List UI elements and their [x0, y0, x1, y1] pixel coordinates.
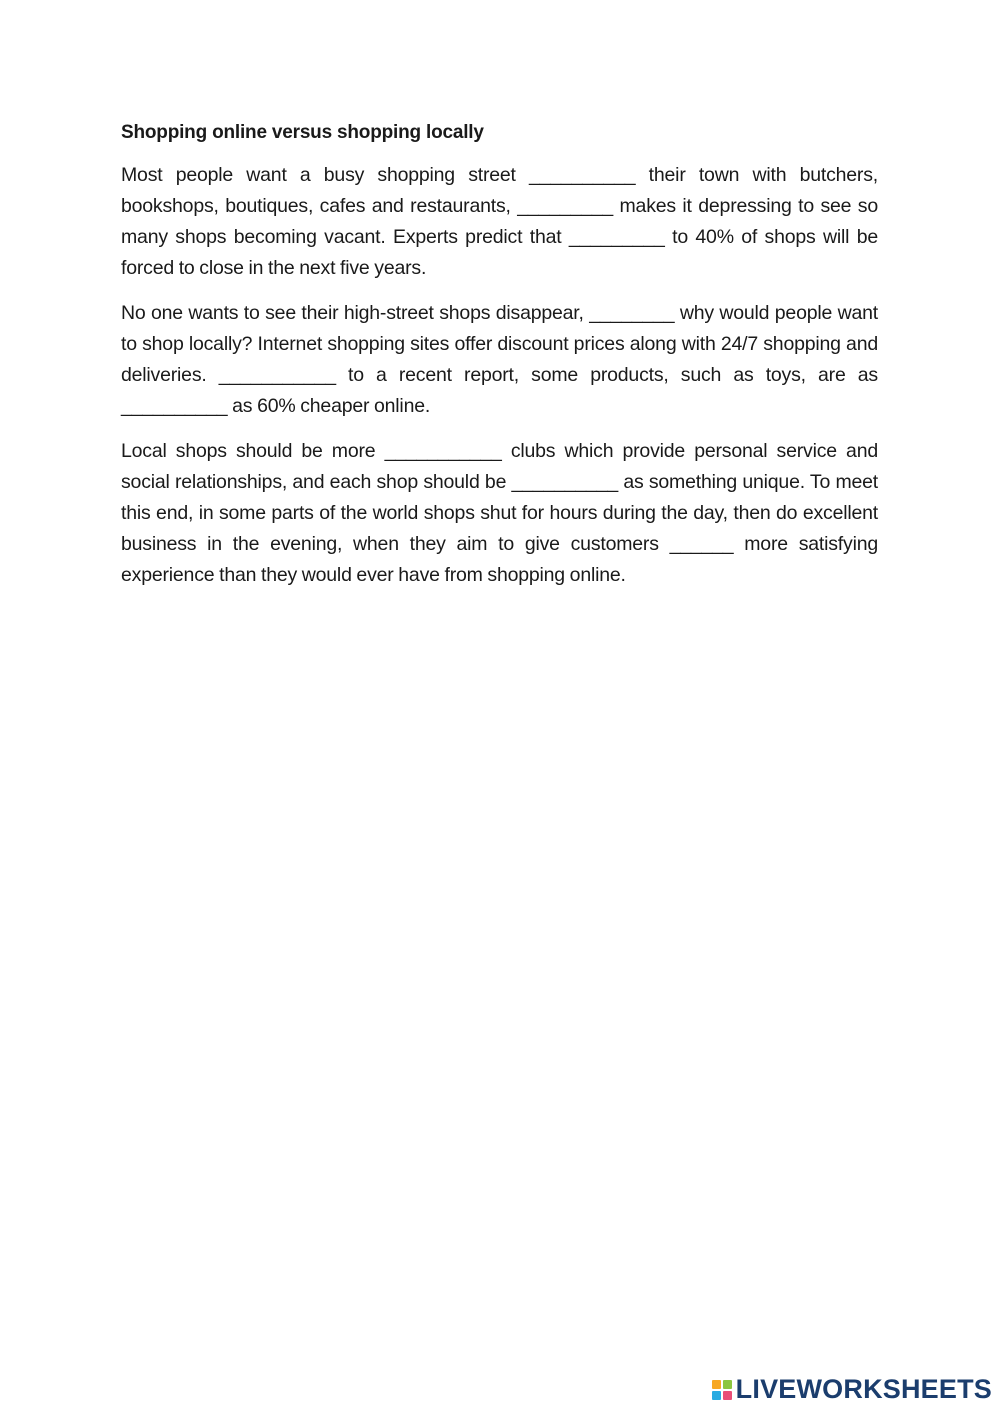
logo-tile-pink — [723, 1391, 732, 1400]
brand-name: LIVEWORKSHEETS — [735, 1374, 992, 1404]
paragraph-3: Local shops should be more ___________ clubs which provide personal service and social relationships, and each shop should be __________ as something unique. To meet this end, in some parts of the world shops shut for hours during the day, then do excellent business in the evening, when they aim to give customers ______ more satisfying experience than they would ever have from shopping online. — [121, 440, 878, 586]
paragraph-1: Most people want a busy shopping street __________ their town with butchers, bookshops, boutiques, cafes and restaurants, _________ makes it depressing to see so many shops becoming vacant. Experts predict that _________ to 40% of shops will be forced to close in the next five years. — [121, 164, 878, 279]
liveworksheets-logo-icon — [712, 1380, 732, 1400]
logo-tile-orange — [712, 1380, 721, 1389]
paragraph-2: No one wants to see their high-street shops disappear, ________ why would people want to shop locally? Internet shopping sites offer discount prices along with 24/7 shopping and deliveries. ___________ to a recent report, some products, such as toys, are as __________ as 60% cheaper online. — [121, 302, 878, 417]
worksheet-content — [121, 118, 878, 605]
worksheet-title: Shopping online versus shopping locally — [121, 122, 484, 143]
logo-tile-green — [723, 1380, 732, 1389]
liveworksheets-logo[interactable] — [712, 1374, 992, 1405]
logo-tile-blue — [712, 1391, 721, 1400]
